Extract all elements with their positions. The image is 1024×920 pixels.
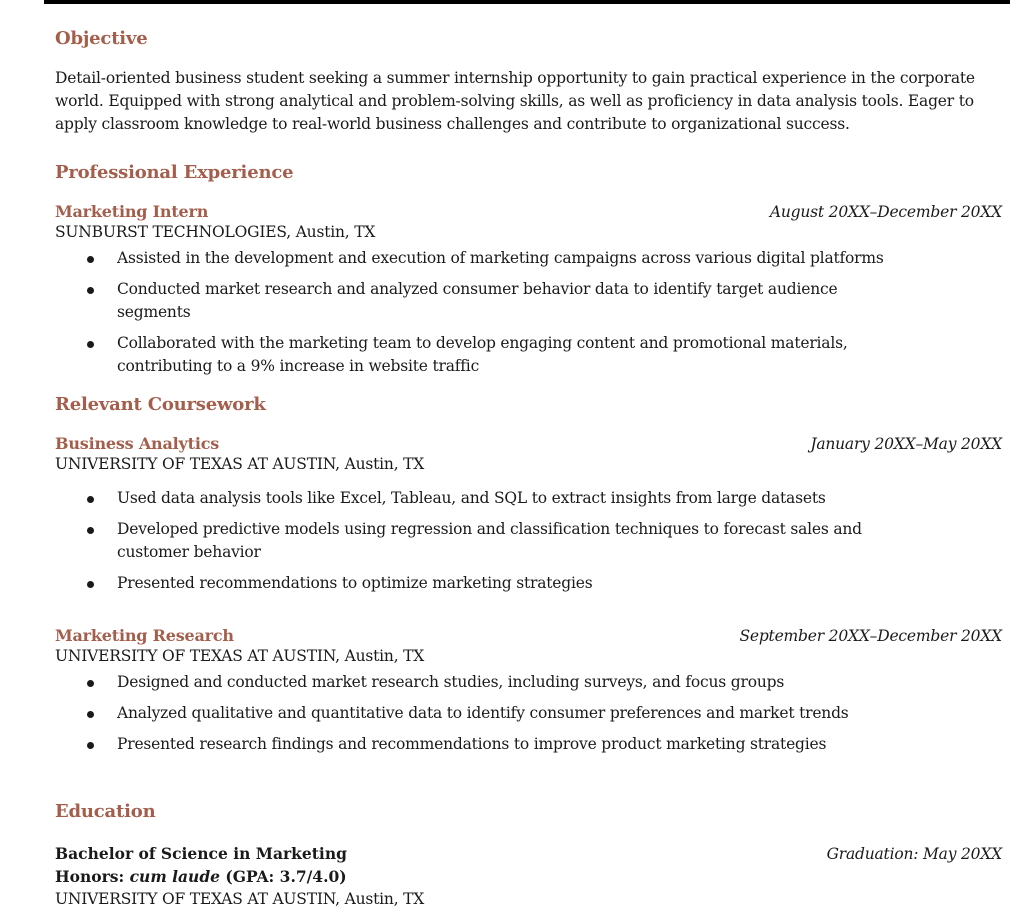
course-header bbox=[55, 434, 1002, 453]
section-title-objective: Objective bbox=[55, 28, 148, 49]
bullet-dot bbox=[87, 527, 94, 534]
list-item: Presented recommendations to optimize marketing strategies bbox=[55, 572, 907, 595]
education-header bbox=[55, 842, 1002, 865]
degree: Bachelor of Science in Marketing bbox=[55, 844, 347, 863]
bullet-dot bbox=[87, 581, 94, 588]
course-header bbox=[55, 626, 1002, 645]
bullet-dot bbox=[87, 742, 94, 749]
bullet-dot bbox=[87, 711, 94, 718]
school: UNIVERSITY OF TEXAS AT AUSTIN, Austin, TX bbox=[55, 890, 425, 908]
experience-section bbox=[55, 162, 1002, 378]
objective-text: Detail-oriented business student seeking a summer internship opportunity to gain practical experience in the corporate world. Equipped with strong analytical and problem-solving skills, as well as proficiency in data analysis tools. Eager to apply classroom knowledge to real-world business challenges and contribute to organizational success. bbox=[55, 69, 975, 133]
list-item: Used data analysis tools like Excel, Tableau, and SQL to extract insights from large datasets bbox=[55, 487, 907, 510]
coursework-section bbox=[55, 394, 1002, 756]
honors: Honors: cum laude (GPA: 3.7/4.0) bbox=[55, 867, 347, 886]
course-entry-business-analytics bbox=[55, 434, 1002, 595]
course-org: UNIVERSITY OF TEXAS AT AUSTIN, Austin, TX bbox=[55, 647, 425, 665]
list-item: Analyzed qualitative and quantitative data to identify consumer preferences and market trends bbox=[55, 702, 907, 725]
course-title: Marketing Research bbox=[55, 626, 234, 645]
course-bullets bbox=[55, 671, 1002, 756]
education-entry bbox=[55, 842, 1002, 910]
list-item: Collaborated with the marketing team to develop engaging content and promotional materials, contributing to a 9% increase in website traffic bbox=[55, 332, 907, 378]
list-item: Conducted market research and analyzed consumer behavior data to identify target audience segments bbox=[55, 278, 907, 324]
course-bullets bbox=[55, 487, 1002, 595]
course-entry-marketing-research bbox=[55, 626, 1002, 756]
bullet-dot bbox=[87, 341, 94, 348]
course-title: Business Analytics bbox=[55, 434, 220, 453]
top-rule bbox=[44, 0, 1010, 4]
course-org: UNIVERSITY OF TEXAS AT AUSTIN, Austin, TX bbox=[55, 455, 425, 473]
section-title-education: Education bbox=[55, 801, 156, 822]
list-item: Designed and conducted market research studies, including surveys, and focus groups bbox=[55, 671, 907, 694]
bullet-dot bbox=[87, 496, 94, 503]
job-header bbox=[55, 202, 1002, 221]
job-dates: August 20XX–December 20XX bbox=[769, 203, 1002, 221]
job-bullets bbox=[55, 247, 1002, 378]
list-item: Presented research findings and recommendations to improve product marketing strategies bbox=[55, 733, 907, 756]
course-dates: September 20XX–December 20XX bbox=[739, 627, 1002, 645]
list-item: Assisted in the development and execution of marketing campaigns across various digital platforms bbox=[55, 247, 907, 270]
job-entry bbox=[55, 202, 1002, 378]
bullet-dot bbox=[87, 256, 94, 263]
objective-section bbox=[55, 28, 1002, 136]
bullet-dot bbox=[87, 287, 94, 294]
section-title-coursework: Relevant Coursework bbox=[55, 394, 266, 415]
education-section bbox=[55, 801, 1002, 910]
section-title-experience: Professional Experience bbox=[55, 162, 294, 183]
job-title: Marketing Intern bbox=[55, 202, 209, 221]
graduation-date: Graduation: May 20XX bbox=[826, 845, 1002, 863]
list-item: Developed predictive models using regression and classification techniques to forecast sales and customer behavior bbox=[55, 518, 907, 564]
job-org: SUNBURST TECHNOLOGIES, Austin, TX bbox=[55, 223, 376, 241]
course-dates: January 20XX–May 20XX bbox=[810, 435, 1002, 453]
bullet-dot bbox=[87, 680, 94, 687]
